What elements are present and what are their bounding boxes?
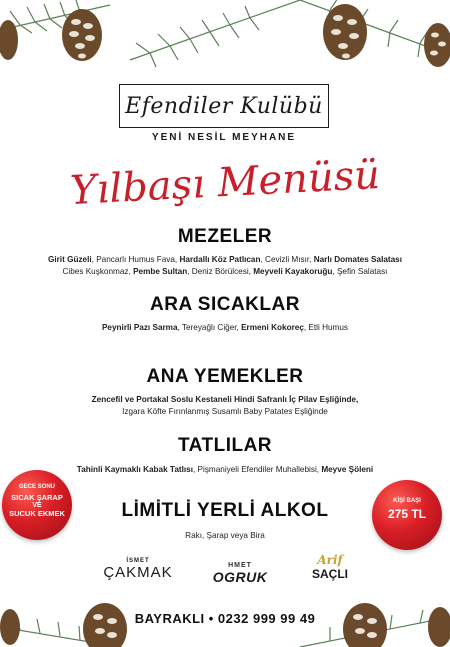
menu-item-text: , Şefin Salatası xyxy=(332,267,388,276)
sponsor-small: İSMET xyxy=(126,558,150,564)
menu-line xyxy=(0,407,450,416)
sponsor-name: ÇAKMAK xyxy=(103,564,173,581)
menu-item-text: Rakı, Şarap veya Bira xyxy=(185,531,265,540)
menu-item-text: Peynirli Pazı Sarma xyxy=(101,323,178,332)
price-value: 275 TL xyxy=(387,507,426,521)
menu-item-text: Hardallı Köz Patlıcan xyxy=(179,255,261,264)
badge-line: SUCUK EKMEK xyxy=(9,509,65,518)
pine-branch-decoration-top xyxy=(0,0,450,90)
pine-cone-top-left xyxy=(62,9,102,61)
sponsor-small: Arif xyxy=(317,553,343,567)
badge-line: VE xyxy=(32,502,42,509)
menu-line xyxy=(0,255,450,264)
sponsor-logo-ismet-cakmak xyxy=(98,558,178,581)
menu-line xyxy=(0,267,450,276)
menu-item-text: Meyveli Kayakoruğu xyxy=(253,267,333,276)
section-heading-ana-yemekler: ANA YEMEKLER xyxy=(146,366,304,387)
menu-item-text: Narlı Domates Salatası xyxy=(313,255,403,264)
menu-item-text: , Cevizli Mısır, xyxy=(260,255,314,264)
section-heading-tatlilar: TATLILAR xyxy=(177,435,273,456)
menu-item-text: , Deniz Börülcesi, xyxy=(187,267,254,276)
sponsor-logo-ogruk xyxy=(200,562,280,585)
gece-sonu-badge xyxy=(2,470,72,540)
sponsor-logo-arif-sacli xyxy=(300,553,360,581)
price-label: KİŞİ BAŞI xyxy=(393,498,421,504)
menu-line xyxy=(0,323,450,332)
menu-item-text: , Tereyağlı Ciğer, xyxy=(177,323,242,332)
menu-item-text: Zencefil ve Portakal Soslu Kestaneli Hindi Safranlı İç Pilav Eşliğinde, xyxy=(91,395,359,404)
section-heading-mezeler: MEZELER xyxy=(177,226,273,247)
menu-title: Yılbaşı Menüsü xyxy=(69,151,381,215)
menu-item-text: Meyve Şöleni xyxy=(321,465,374,474)
menu-item-text: Cibes Kuşkonmaz, xyxy=(62,267,134,276)
badge-line: SICAK ŞARAP xyxy=(11,493,63,502)
footer-contact: BAYRAKLI • 0232 999 99 49 xyxy=(134,611,316,626)
price-badge xyxy=(372,480,442,550)
menu-line xyxy=(0,395,450,404)
section-heading-alkol: LİMİTLİ YERLİ ALKOL xyxy=(121,500,329,521)
menu-item-text: , Pancarlı Humus Fava, xyxy=(91,255,180,264)
menu-item-text: Tahinli Kaymaklı Kabak Tatlısı xyxy=(76,465,193,474)
brand-tagline: YENİ NESİL MEYHANE xyxy=(151,132,297,143)
sponsor-small: HMET xyxy=(228,562,252,569)
sponsor-name: OGRUK xyxy=(212,569,268,585)
sponsor-name: SAÇLI xyxy=(312,567,348,581)
menu-item-text: , Pişmaniyeli Efendiler Muhallebisi, xyxy=(192,465,322,474)
menu-item-text: Ermeni Kokoreç xyxy=(241,323,304,332)
brand-logo xyxy=(119,84,329,128)
section-heading-ara-sicaklar: ARA SICAKLAR xyxy=(150,294,300,315)
menu-item-text: Izgara Köfte Fırınlanmış Susamlı Baby Patates Eşliğinde xyxy=(122,407,328,416)
menu-item-text: Pembe Sultan xyxy=(133,267,188,276)
brand-logo-text: Efendiler Kulübü xyxy=(125,93,323,119)
menu-item-text: Girit Güzeli xyxy=(47,255,92,264)
badge-line: GECE SONU xyxy=(18,484,55,490)
menu-item-text: , Etli Humus xyxy=(303,323,349,332)
